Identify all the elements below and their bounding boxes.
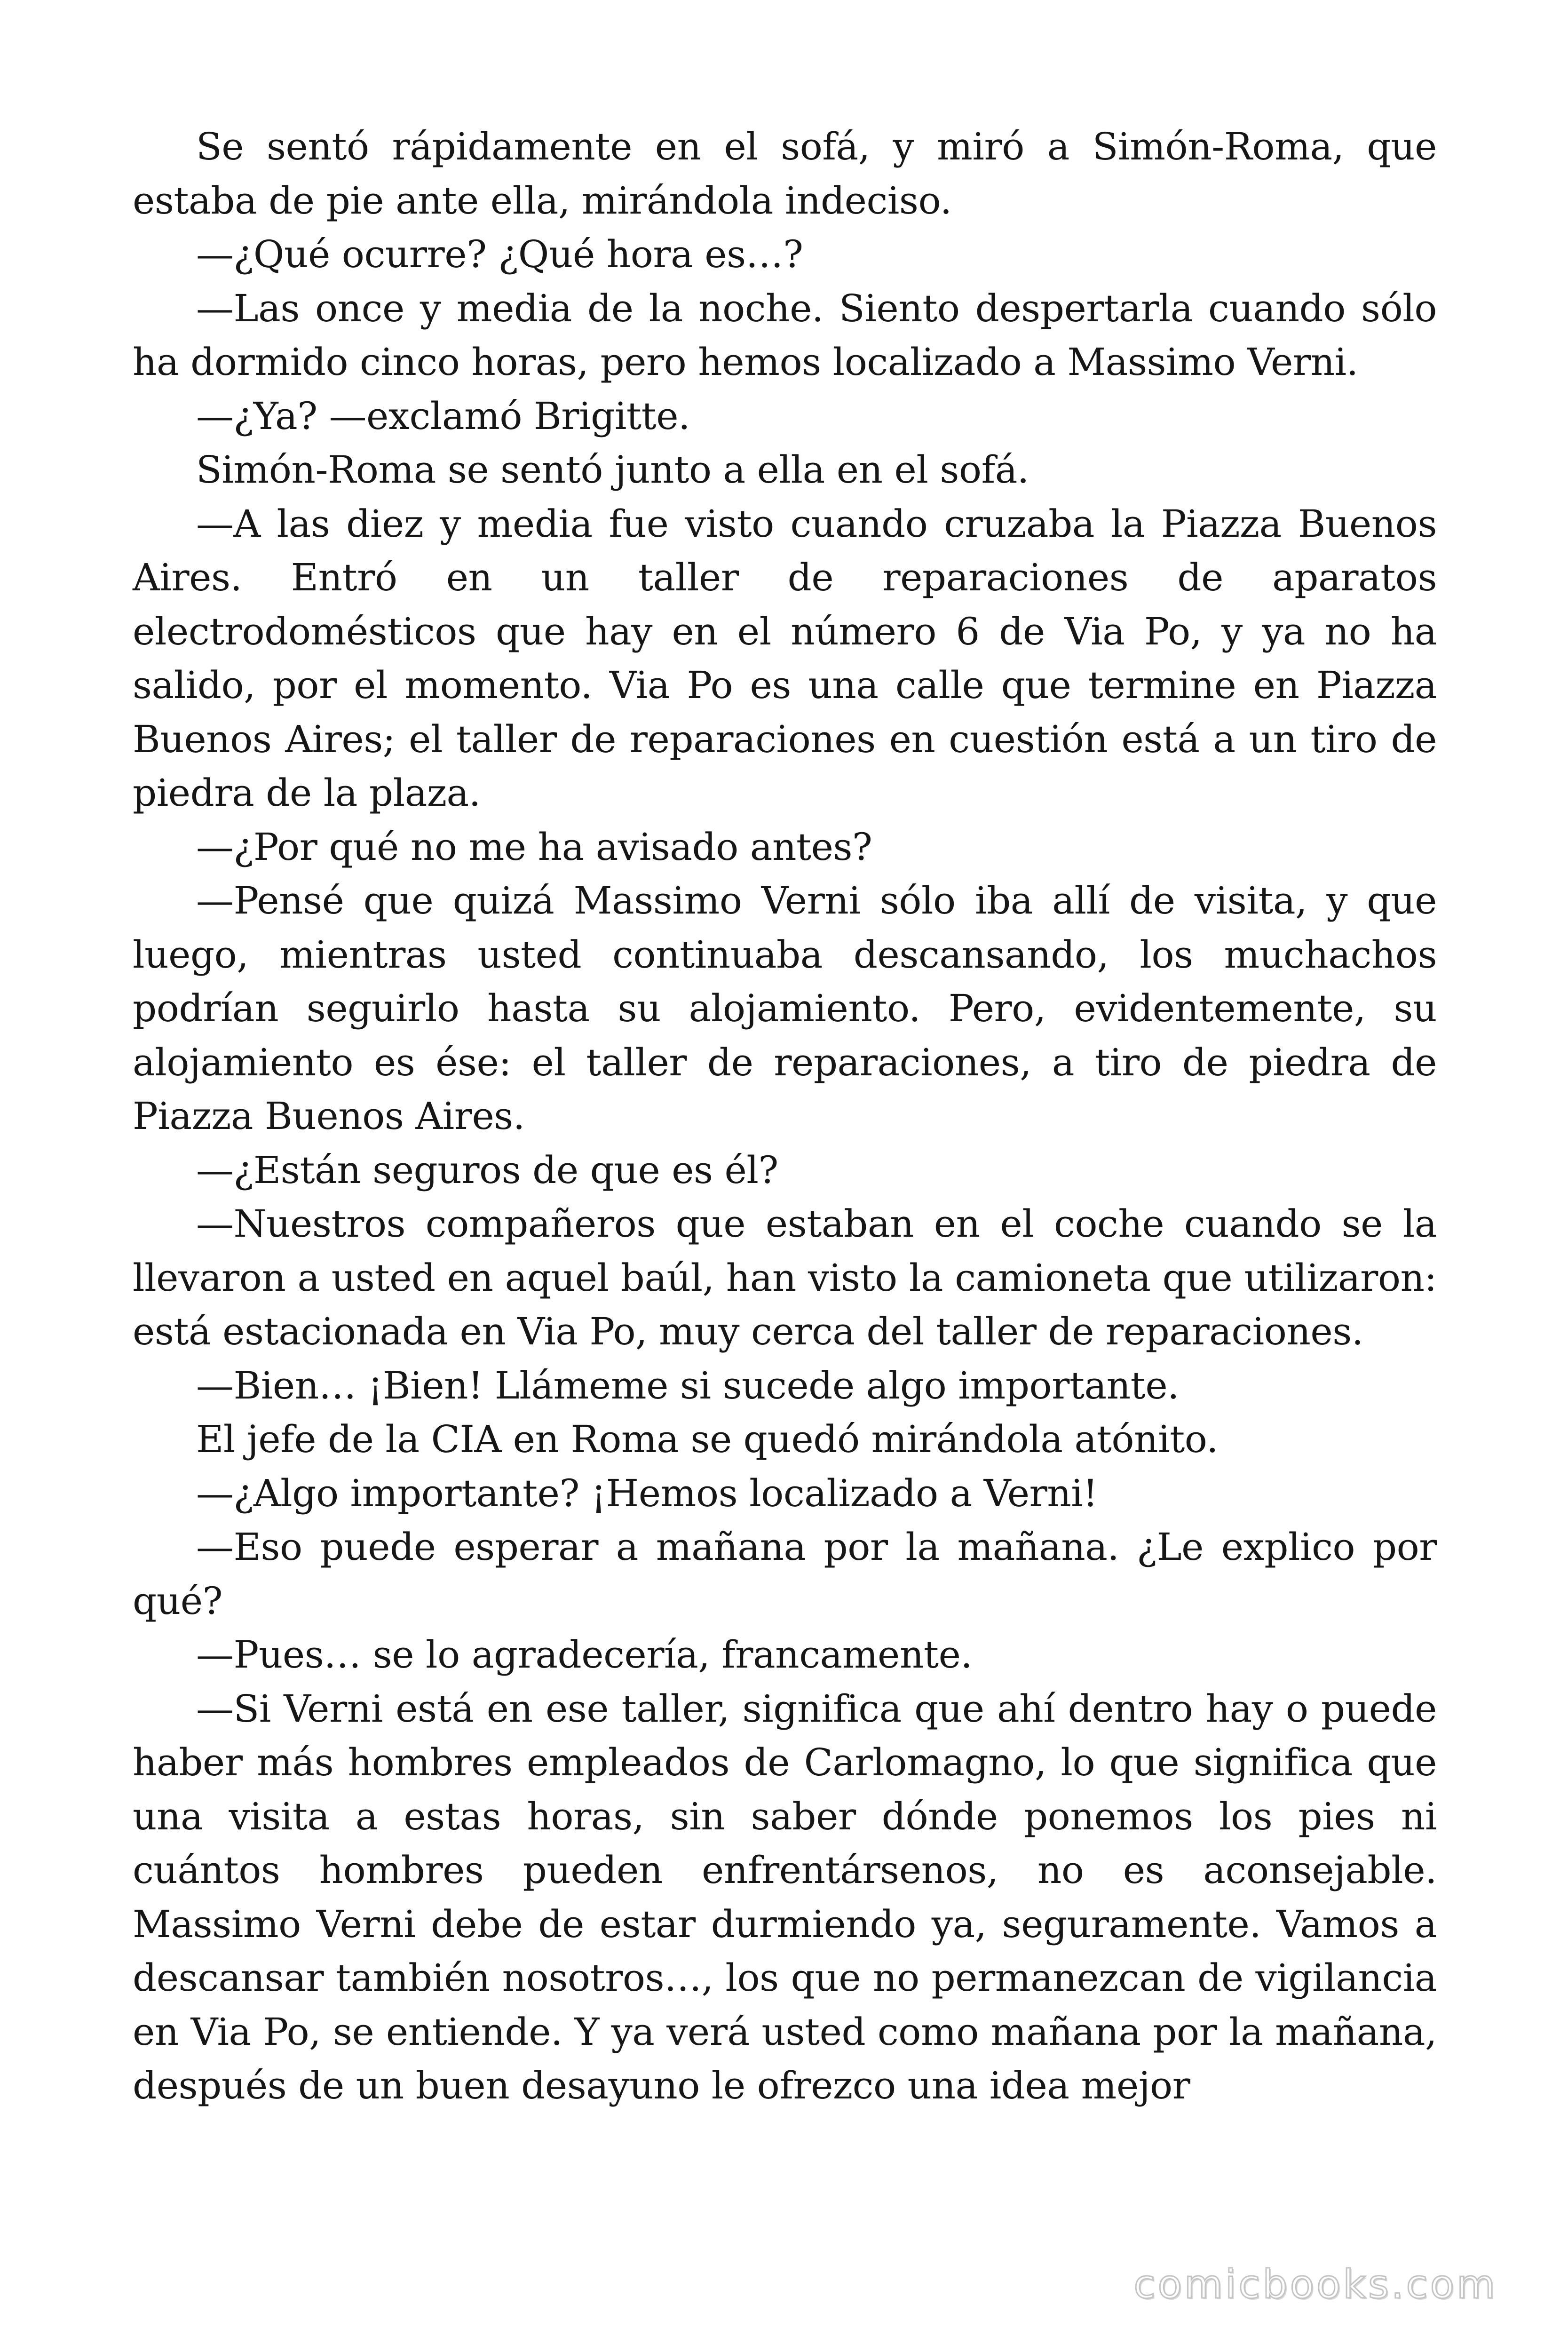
paragraph: —Pensé que quizá Massimo Verni sólo iba allí de visita, y que luego, mientras usted continuaba descansando, los muchachos podrían seguirlo hasta su alojamiento. Pero, evidentemente, su alojamiento es ése: el taller de reparaciones, a tiro de piedra de Piazza Buenos Aires. [133, 879, 1437, 1138]
paragraph: —A las diez y media fue visto cuando cruzaba la Piazza Buenos Aires. Entró en un taller de reparaciones de aparatos electrodomésticos que hay en el número 6 de Via Po, y ya no ha salido, por el momento. Via Po es una calle que termine en Piazza Buenos Aires; el taller de reparaciones en cuestión está a un tiro de piedra de la plaza. [133, 501, 1437, 815]
paragraph: —¿Están seguros de que es él? [196, 1148, 778, 1192]
paragraph: —Eso puede esperar a mañana por la mañana. ¿Le explico por qué? [133, 1525, 1437, 1623]
paragraph: —¿Algo importante? ¡Hemos localizado a Verni! [196, 1471, 1098, 1515]
paragraph: —¿Qué ocurre? ¿Qué hora es…? [196, 232, 803, 276]
paragraph: Simón-Roma se sentó junto a ella en el sofá. [196, 448, 1029, 492]
body-text [133, 120, 1437, 2113]
paragraph: —¿Por qué no me ha avisado antes? [196, 825, 872, 869]
paragraph: —Bien… ¡Bien! Llámeme si sucede algo importante. [196, 1363, 1180, 1407]
paragraph: Se sentó rápidamente en el sofá, y miró a Simón-Roma, que estaba de pie ante ella, mirándola indeciso. [133, 125, 1437, 222]
paragraph: —Si Verni está en ese taller, significa que ahí dentro hay o puede haber más hombres empleados de Carlomagno, lo que significa que una visita a estas horas, sin saber dónde ponemos los pies ni cuántos hombres pueden enfrentársenos, no es aconsejable. Massimo Verni debe de estar durmiendo ya, seguramente. Vamos a descansar también nosotros…, los que no permanezcan de vigilancia en Via Po, se entiende. Y ya verá usted como mañana por la mañana, después de un buen desayuno le ofrezco una idea mejor [133, 1686, 1437, 2107]
paragraph: —Nuestros compañeros que estaban en el coche cuando se la llevaron a usted en aquel baúl, han visto la camioneta que utilizaron: está estacionada en Via Po, muy cerca del taller de reparaciones. [133, 1202, 1437, 1353]
paragraph: El jefe de la CIA en Roma se quedó mirándola atónito. [196, 1417, 1218, 1461]
paragraph: —Pues… se lo agradecería, francamente. [196, 1633, 973, 1677]
paragraph: —¿Ya? —exclamó Brigitte. [196, 394, 690, 438]
watermark-logo: comicbooks.com [1133, 2261, 1497, 2307]
paragraph: —Las once y media de la noche. Siento despertarla cuando sólo ha dormido cinco horas, pero hemos localizado a Massimo Verni. [133, 286, 1437, 384]
